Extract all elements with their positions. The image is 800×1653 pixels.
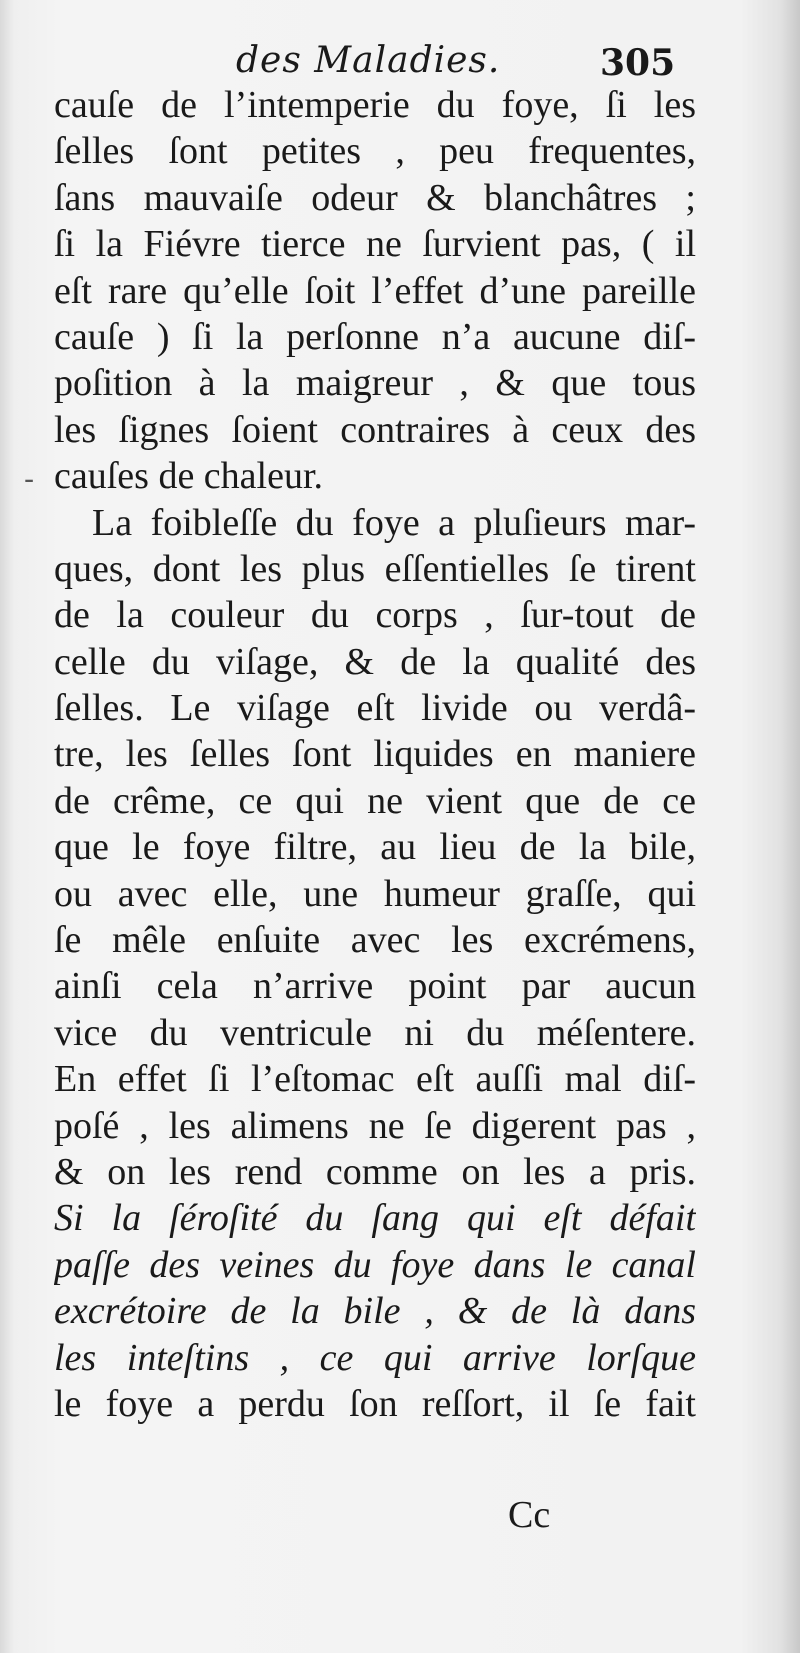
page-number: 305 xyxy=(600,42,676,84)
text-line: ſe mêle enſuite avec les excrémens, xyxy=(54,919,696,962)
text-line: ſans mauvaiſe odeur & blanchâtres ; xyxy=(54,176,696,219)
italic-text-line: les inteſtins , ce qui arrive lorſque xyxy=(54,1336,696,1379)
text-line: vice du ventricule ni du méſentere. xyxy=(54,1011,696,1054)
text-line: le foye a perdu ſon reſſort, il ſe fait xyxy=(54,1382,696,1425)
text-line: & on les rend comme on les a pris. xyxy=(54,1150,696,1193)
text-line: ainſi cela n’arrive point par aucun xyxy=(54,965,696,1008)
text-line: les ſignes ſoient contraires à ceux des xyxy=(54,408,696,451)
text-line: La foibleſſe du foye a pluſieurs mar- xyxy=(92,501,696,544)
text-line: poſé , les alimens ne ſe digerent pas , xyxy=(54,1104,696,1147)
text-line: celle du viſage, & de la qualité des xyxy=(54,640,696,683)
italic-text-line: excrétoire de la bile , & de là dans xyxy=(54,1290,696,1333)
text-line: ſi la Fiévre tierce ne ſurvient pas, ( il xyxy=(54,223,696,266)
italic-text-line: Si la ſéroſité du ſang qui eſt défait xyxy=(54,1197,696,1240)
text-line: de crême, ce qui ne vient que de ce xyxy=(54,779,696,822)
text-line: cauſe de l’intemperie du foye, ſi les xyxy=(54,84,696,126)
running-head: des Maladies. xyxy=(236,40,501,81)
text-line: cauſes de chaleur. xyxy=(54,455,324,498)
italic-text-line: paſſe des veines du foye dans le canal xyxy=(54,1243,696,1286)
text-line: ou avec elle, une humeur graſſe, qui xyxy=(54,872,696,915)
text-line: ſelles ſont petites , peu frequentes, xyxy=(54,130,696,173)
text-line: que le foye filtre, au lieu de la bile, xyxy=(54,826,696,869)
body-text xyxy=(54,82,696,1427)
margin-mark: - xyxy=(24,462,35,497)
catchword: Cc xyxy=(508,1494,551,1536)
text-line: ques, dont les plus eſſentielles ſe tirent xyxy=(54,547,696,590)
text-line: de la couleur du corps , ſur-tout de xyxy=(54,594,696,637)
text-line: cauſe ) ſi la perſonne n’a aucune diſ- xyxy=(54,315,696,358)
text-line: poſition à la maigreur , & que tous xyxy=(54,362,696,405)
text-line: eſt rare qu’elle ſoit l’effet d’une pareille xyxy=(54,269,696,312)
text-line: ſelles. Le viſage eſt livide ou verdâ- xyxy=(54,687,696,730)
text-line: En effet ſi l’eſtomac eſt auſſi mal diſ- xyxy=(54,1058,696,1101)
text-line: tre, les ſelles ſont liquides en maniere xyxy=(54,733,696,776)
